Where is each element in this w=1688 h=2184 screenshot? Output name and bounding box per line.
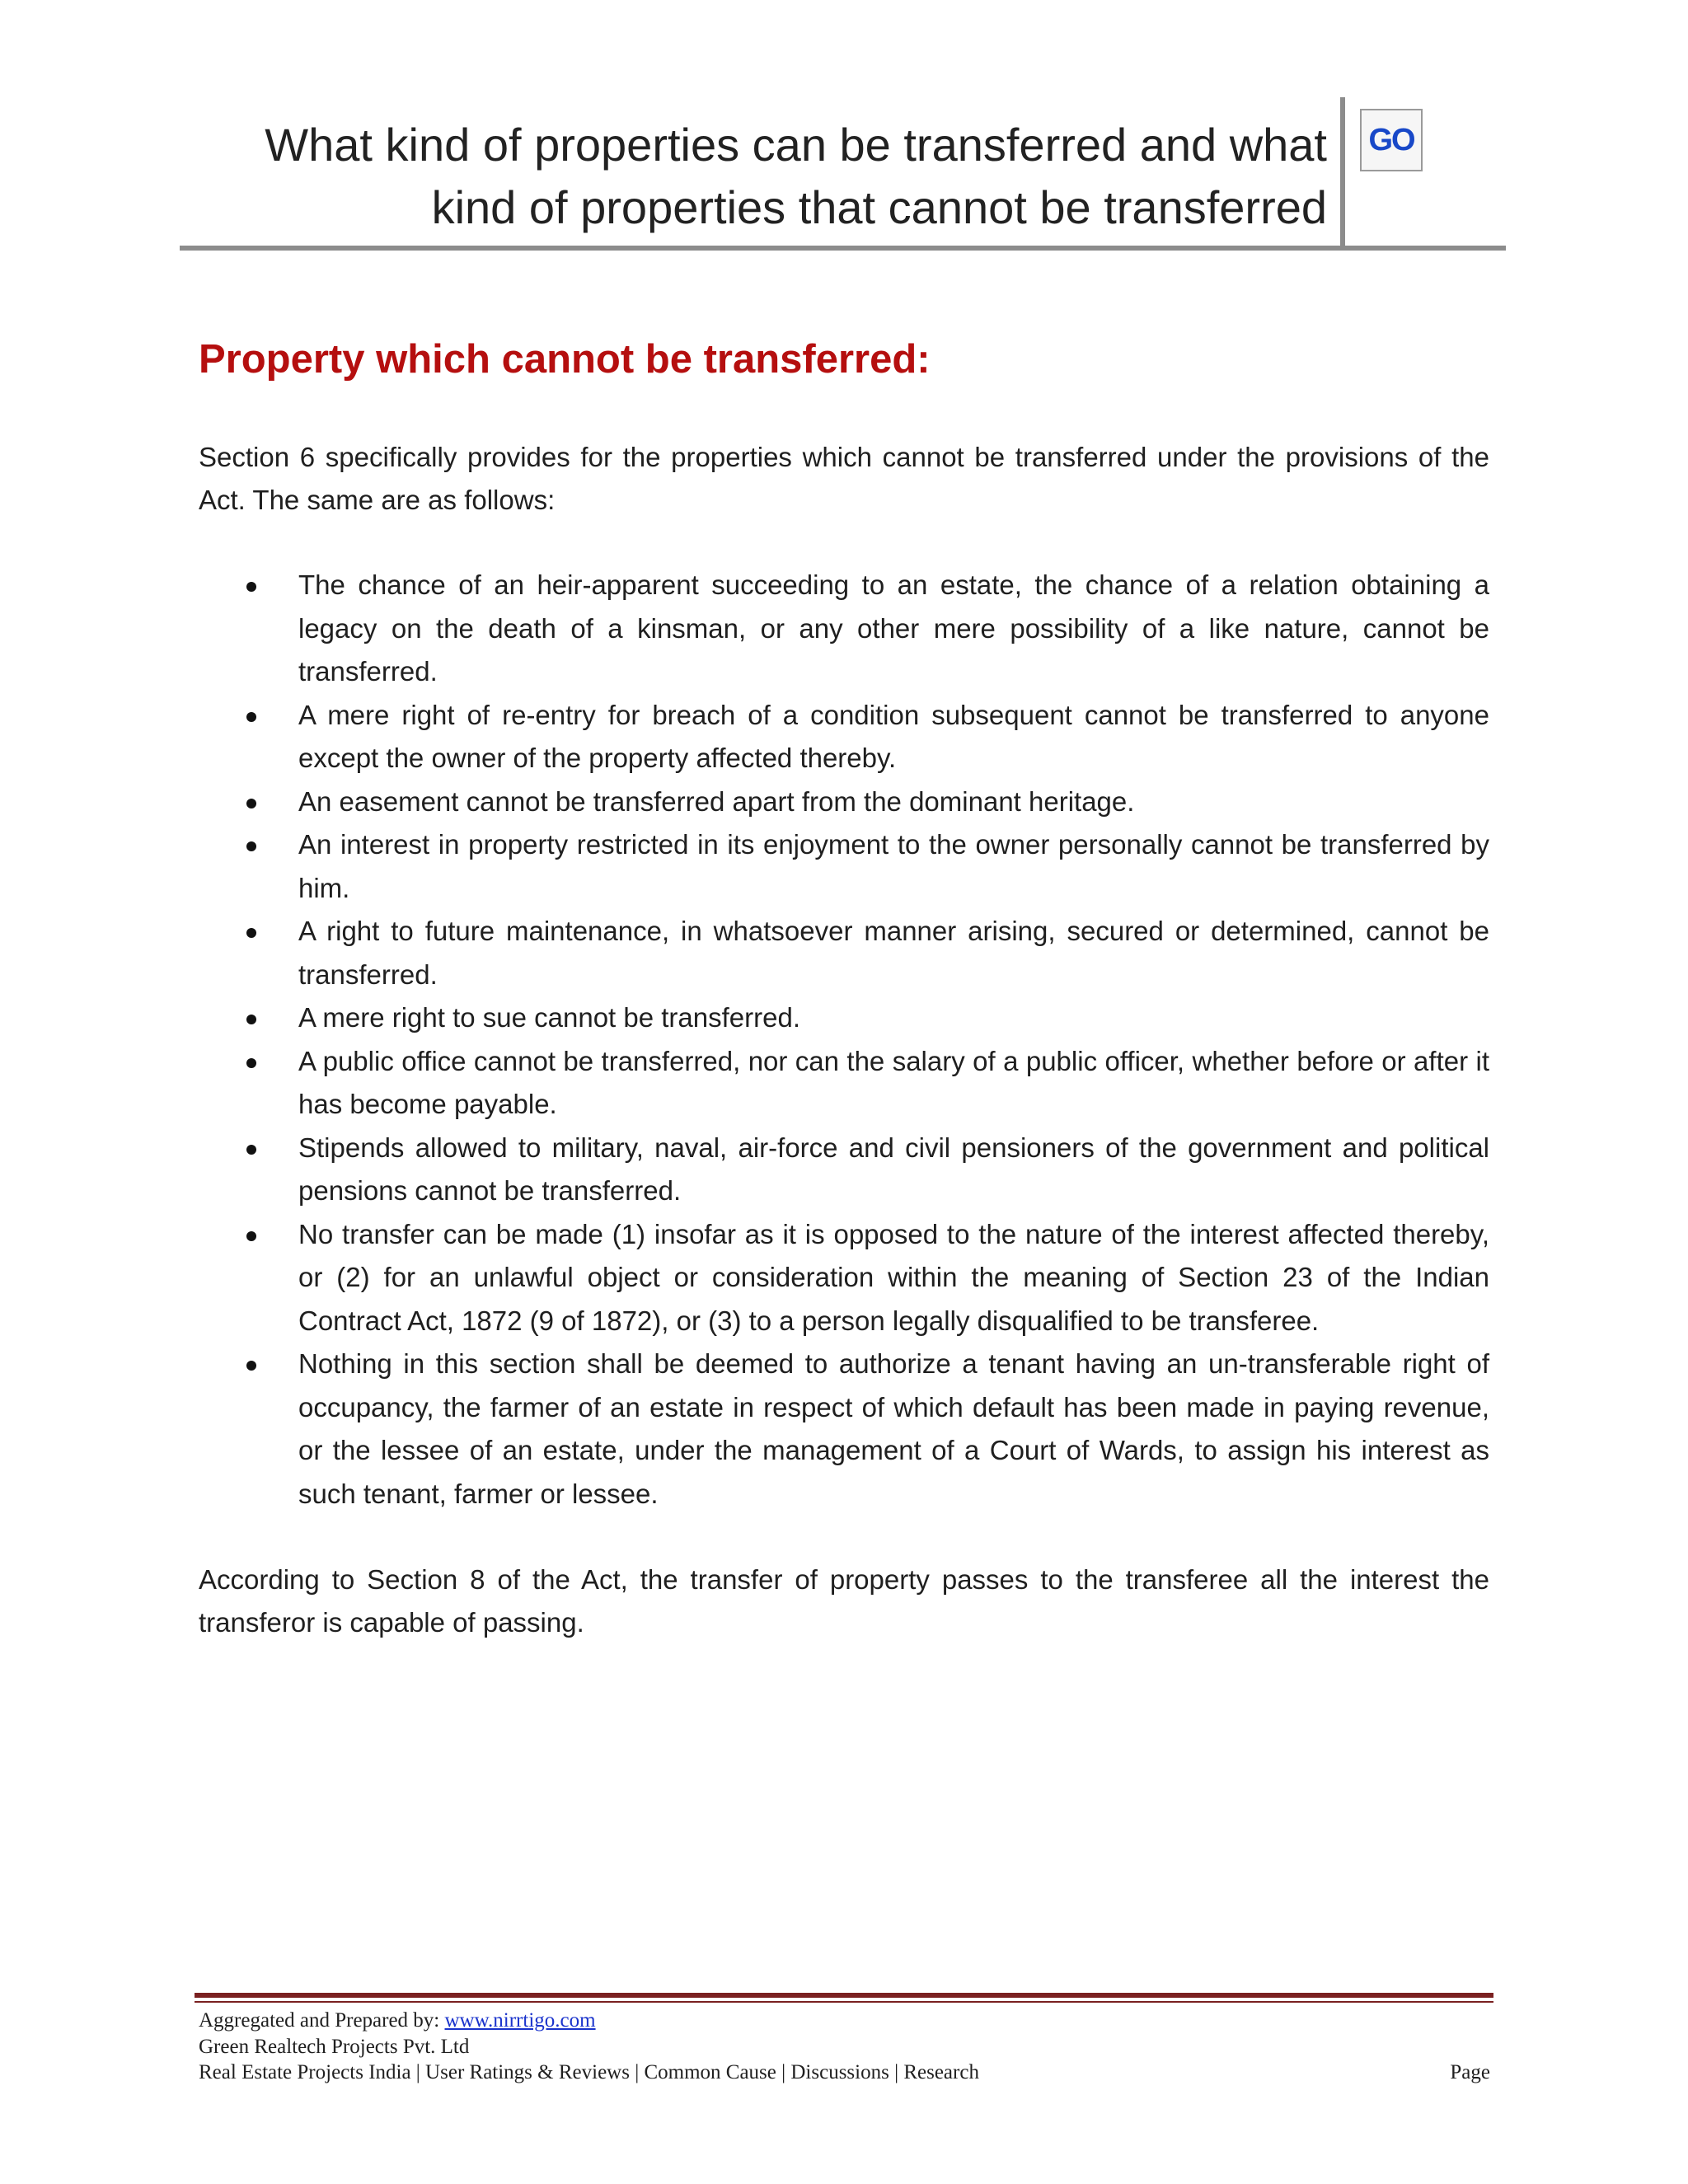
title-line-1: What kind of properties can be transferred and what bbox=[265, 119, 1327, 171]
go-logo-icon: GO bbox=[1360, 109, 1423, 171]
page-header bbox=[180, 97, 1503, 254]
intro-paragraph: Section 6 specifically provides for the properties which cannot be transferred under the provisions of the Act. The same are as follows: bbox=[199, 442, 1489, 515]
footer-rule bbox=[195, 1993, 1493, 1998]
bullet-icon bbox=[246, 1015, 256, 1024]
header-divider-vertical bbox=[1340, 97, 1345, 249]
bullet-icon bbox=[246, 1145, 256, 1155]
bullet-icon bbox=[246, 582, 256, 592]
document-title bbox=[180, 114, 1327, 239]
list-item: Nothing in this section shall be deemed to authorize a tenant having an un-transferable right of occupancy, the farmer of an estate in respect of which default has been made in paying revenue, or the lessee of an estate, under the management of a Court of Wards, to assign his interest as such tenant, farmer or lessee. bbox=[199, 1343, 1489, 1516]
bullet-list bbox=[199, 564, 1489, 1516]
bullet-icon bbox=[246, 841, 256, 851]
list-item: A mere right to sue cannot be transferred. bbox=[199, 996, 1489, 1040]
section-heading: Property which cannot be transferred: bbox=[199, 337, 931, 382]
header-divider-horizontal bbox=[180, 246, 1506, 251]
list-item: The chance of an heir-apparent succeeding to an estate, the chance of a relation obtaining a legacy on the death of a kinsman, or any other mere possibility of a like nature, cannot be transferred. bbox=[199, 564, 1489, 694]
list-item: Stipends allowed to military, naval, air-force and civil pensioners of the government and political pensions cannot be transferred. bbox=[199, 1127, 1489, 1213]
footer-company: Green Realtech Projects Pvt. Ltd bbox=[199, 2035, 470, 2058]
bullet-icon bbox=[246, 1058, 256, 1068]
list-item: No transfer can be made (1) insofar as it is opposed to the nature of the interest affected thereby, or (2) for an unlawful object or consideration within the meaning of Section 23 of the Indian Contract Act, 1872 (9 of 1872), or (3) to a person legally disqualified to be transferee. bbox=[199, 1213, 1489, 1343]
bullet-icon bbox=[246, 1361, 256, 1371]
bullet-icon bbox=[246, 712, 256, 722]
bullet-icon bbox=[246, 928, 256, 938]
footer-attribution bbox=[199, 2008, 1493, 2034]
footer-tagline: Real Estate Projects India | User Ratings & Reviews | Common Cause | Discussions | Research bbox=[199, 2061, 979, 2083]
footer-rule-thin bbox=[195, 2001, 1493, 2003]
closing-paragraph: According to Section 8 of the Act, the transfer of property passes to the transferee all the interest the transferor is capable of passing. bbox=[199, 1564, 1489, 1638]
footer-tagline-row bbox=[199, 2060, 1493, 2086]
footer-aggregated-label: Aggregated and Prepared by: bbox=[199, 2009, 440, 2032]
page-footer bbox=[199, 2008, 1493, 2086]
list-item: A right to future maintenance, in whatsoever manner arising, secured or determined, cannot be transferred. bbox=[199, 910, 1489, 996]
footer-page-label: Page bbox=[1450, 2061, 1490, 2083]
list-item: An easement cannot be transferred apart from the dominant heritage. bbox=[199, 780, 1489, 824]
bullet-icon bbox=[246, 799, 256, 808]
footer-website-link[interactable]: www.nirrtigo.com bbox=[444, 2009, 596, 2032]
bullet-icon bbox=[246, 1231, 256, 1241]
title-line-2: kind of properties that cannot be transferred bbox=[431, 181, 1327, 233]
list-item: A mere right of re-entry for breach of a condition subsequent cannot be transferred to anyone except the owner of the property affected thereby. bbox=[199, 694, 1489, 780]
list-item: An interest in property restricted in its enjoyment to the owner personally cannot be transferred by him. bbox=[199, 823, 1489, 910]
list-item: A public office cannot be transferred, nor can the salary of a public officer, whether before or after it has become payable. bbox=[199, 1040, 1489, 1127]
